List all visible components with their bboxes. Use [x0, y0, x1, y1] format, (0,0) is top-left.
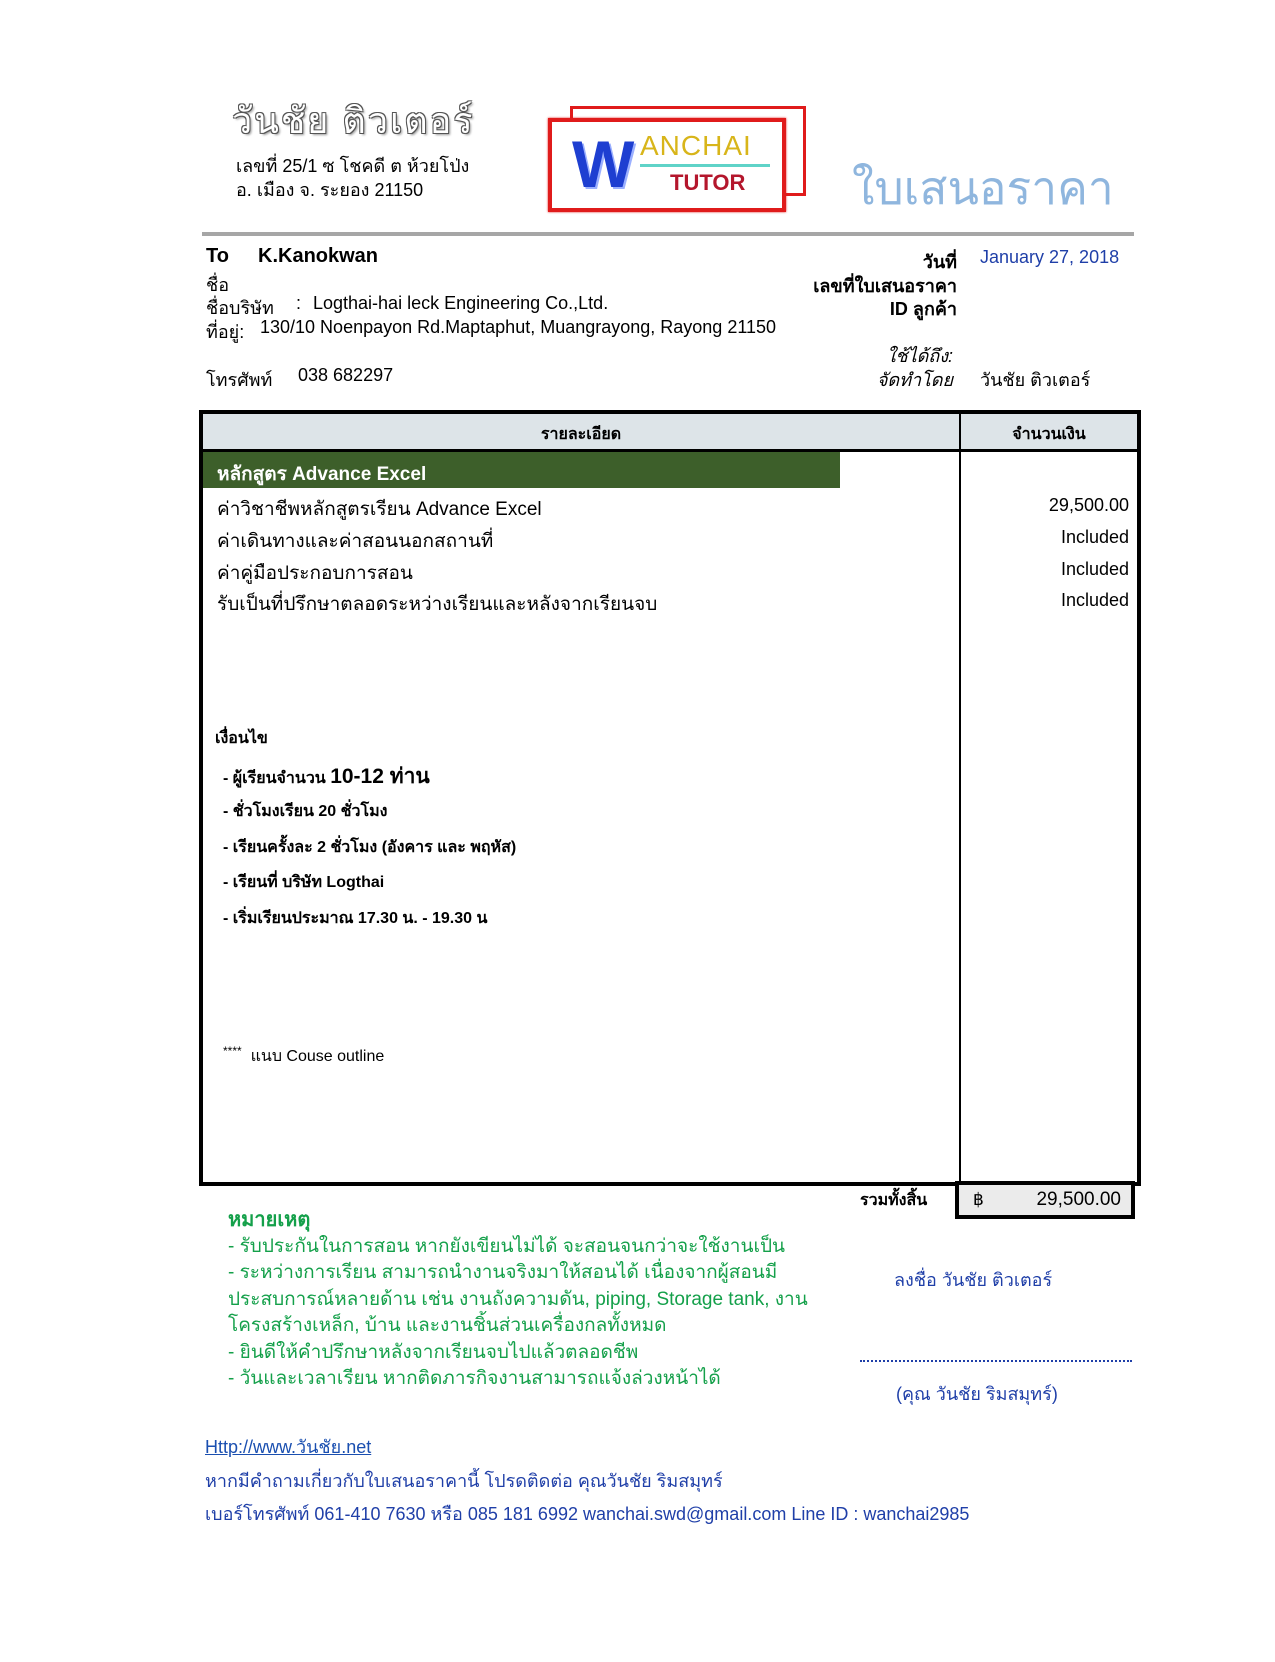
name-label: ชื่อ: [206, 275, 230, 295]
section-band: [203, 452, 840, 488]
shop-address-line2: อ. เมือง จ. ระยอง 21150: [236, 180, 424, 200]
quote-number-label: เลขที่ใบเสนอราคา: [813, 276, 957, 296]
logo-w: W: [572, 127, 635, 201]
condition-item: - เริ่มเรียนประมาณ 17.30 น. - 19.30 น: [223, 910, 488, 927]
remark-line: - รับประกันในการสอน หากยังเขียนไม่ได้ จะสอนจนกว่าจะใช้งานเป็น: [228, 1236, 786, 1257]
line-item-amount: Included: [1060, 590, 1129, 610]
to-name: K.Kanokwan: [258, 245, 379, 267]
remark-line: - วันและเวลาเรียน หากติดภารกิจงานสามารถแจ้งล่วงหน้าได้: [228, 1368, 721, 1389]
baht-icon: ฿: [973, 1190, 984, 1209]
remark-line: ประสบการณ์หลายด้าน เช่น งานถังความดัน, piping, Storage tank, งาน: [228, 1289, 808, 1310]
company-label: ชื่อบริษัท: [206, 298, 274, 318]
column-header-amount: จำนวนเงิน: [1012, 426, 1086, 443]
sign-label: ลงชื่อ วันชัย ติวเตอร์: [894, 1270, 1053, 1290]
line-item-amount: Included: [1060, 527, 1129, 547]
valid-until-label: ใช้ได้ถึง:: [886, 346, 953, 366]
line-item-amount: 29,500.00: [1048, 495, 1129, 515]
line-item-amount: Included: [1060, 559, 1129, 579]
condition-item: - ชั่วโมงเรียน 20 ชั่วโมง: [223, 803, 388, 820]
signature-line: [860, 1360, 1132, 1362]
to-label: To: [206, 245, 229, 267]
contact-info: เบอร์โทรศัพท์ 061-410 7630 หรือ 085 181 6992 wanchai.swd@gmail.com Line ID : wanchai2985: [205, 1504, 970, 1524]
attachment-note: [223, 1044, 384, 1069]
document-title: ใบเสนอราคา: [852, 162, 1114, 214]
phone-label: โทรศัพท์: [206, 370, 273, 390]
section-title: หลักสูตร Advance Excel: [217, 464, 427, 485]
line-item-desc: ค่าวิชาชีพหลักสูตรเรียน Advance Excel: [217, 499, 542, 520]
quote-table: [199, 410, 1141, 1186]
remark-line: - ยินดีให้คำปรึกษาหลังจากเรียนจบไปแล้วตลอดชีพ: [228, 1342, 639, 1363]
date-label: วันที่: [922, 252, 957, 272]
prepared-by: วันชัย ติวเตอร์: [980, 370, 1091, 390]
attachment-text: แนบ Couse outline: [250, 1048, 385, 1065]
website-link[interactable]: Http://www.วันชัย.net: [205, 1437, 372, 1457]
conditions-title: เงื่อนไข: [215, 730, 268, 747]
remark-line: - ระหว่างการเรียน สามารถนำงานจริงมาให้สอนได้ เนื่องจากผู้สอนมี: [228, 1262, 778, 1283]
condition-highlight: 10-12 ท่าน: [330, 765, 430, 788]
remarks-title: หมายเหตุ: [228, 1209, 311, 1231]
customer-phone: 038 682297: [298, 365, 394, 385]
condition-item: [223, 760, 430, 793]
signer-name: (คุณ วันชัย ริมสมุทร์): [896, 1384, 1058, 1404]
customer-id-label: ID ลูกค้า: [889, 299, 957, 319]
condition-text: - ผู้เรียนจำนวน: [223, 770, 331, 787]
line-item-desc: ค่าเดินทางและค่าสอนนอกสถานที่: [217, 531, 494, 552]
company-name: Logthai-hai leck Engineering Co.,Ltd.: [313, 293, 609, 313]
inquiry-text: หากมีคำถามเกี่ยวกับใบเสนอราคานี้ โปรดติดต่อ คุณวันชัย ริมสมุทร์: [205, 1471, 723, 1491]
remark-line: โครงสร้างเหล็ก, บ้าน และงานชิ้นส่วนเครื่องกลทั้งหมด: [228, 1315, 667, 1336]
condition-item: - เรียนที่ บริษัท Logthai: [223, 874, 385, 891]
customer-address: 130/10 Noenpayon Rd.Maptaphut, Muangrayong, Rayong 21150: [260, 317, 777, 337]
prepared-by-label: จัดทำโดย: [876, 370, 953, 390]
total-label: รวมทั้งสิ้น: [860, 1192, 928, 1209]
column-header-detail: รายละเอียด: [540, 426, 622, 443]
line-item-desc: รับเป็นที่ปรึกษาตลอดระหว่างเรียนและหลังจากเรียนจบ: [217, 594, 658, 615]
shop-address-line1: เลขที่ 25/1 ซ โชคดี ต ห้วยโป่ง: [236, 156, 470, 176]
total-amount: 29,500.00: [1036, 1189, 1121, 1210]
shop-name: วันชัย ติวเตอร์: [232, 100, 475, 141]
condition-item: - เรียนครั้งละ 2 ชั่วโมง (อังคาร และ พฤหัส): [223, 839, 517, 856]
company-sep: :: [296, 293, 302, 313]
quote-date: January 27, 2018: [980, 247, 1120, 267]
address-label: ที่อยู่:: [206, 322, 245, 342]
header-divider: [202, 232, 1134, 236]
table-header: [203, 414, 1137, 452]
column-divider: [959, 414, 961, 1182]
logo-divider: [640, 164, 770, 167]
logo-tutor: TUTOR: [670, 170, 746, 195]
logo: [548, 118, 786, 212]
line-item-desc: ค่าคู่มือประกอบการสอน: [217, 563, 413, 584]
total-box: [955, 1181, 1135, 1219]
logo-anchai: ANCHAI: [640, 130, 752, 161]
attachment-stars: ****: [223, 1044, 242, 1058]
